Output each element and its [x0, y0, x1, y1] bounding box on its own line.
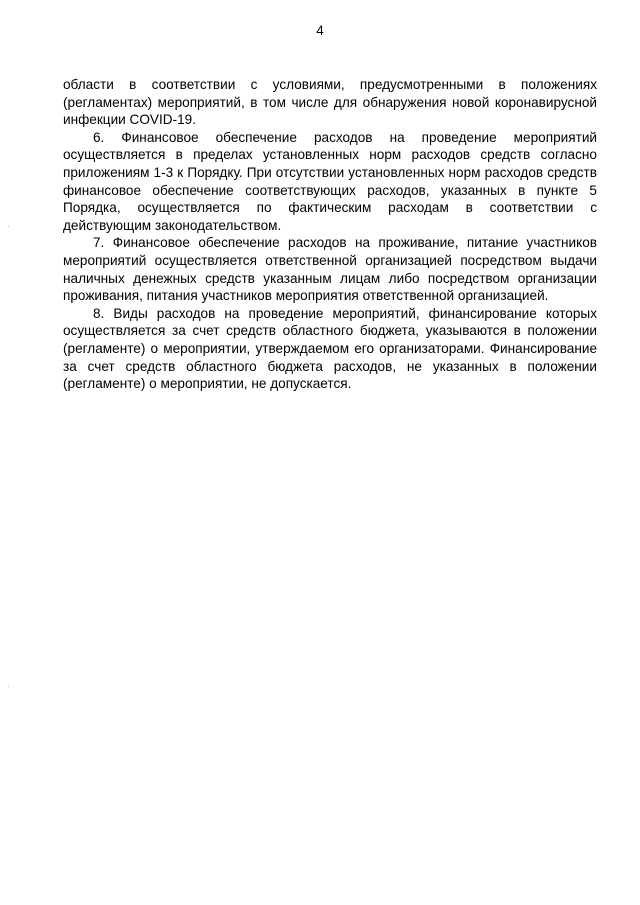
paragraph-8: 8. Виды расходов на проведение мероприятий, финансирование которых осуществляется за счет средств областного бюджета, указываются в положении (регламенте) о мероприятии, утверждаемом его организаторами. Финансирование за счет средств областного бюджета расходов, не указанных в положении (регламенте) о мероприятии, не допускается.: [63, 305, 597, 392]
scan-speck: [8, 226, 9, 227]
scan-speck: [8, 686, 9, 687]
document-body: [63, 76, 597, 393]
page-number: 4: [316, 23, 324, 38]
paragraph-7: 7. Финансовое обеспечение расходов на проживание, питание участников мероприятий осуществляется ответственной организацией посредством выдачи наличных денежных средств указанным лицам либо посредством организации проживания, питания участников мероприятия ответственной организацией.: [63, 235, 597, 304]
paragraph-6: 6. Финансовое обеспечение расходов на проведение мероприятий осуществляется в пределах установленных норм расходов средств согласно приложениям 1-3 к Порядку. При отсутствии установленных норм расходов средств финансовое обеспечение соответствующих расходов, указанных в пункте 5 Порядка, осуществляется по фактическим расходам в соответствии с действующим законодательством.: [63, 129, 597, 233]
paragraph-continuation: области в соответствии с условиями, предусмотренными в положениях (регламентах) мероприятий, в том числе для обнаружения новой коронавирусной инфекции COVID-19.: [63, 77, 597, 128]
